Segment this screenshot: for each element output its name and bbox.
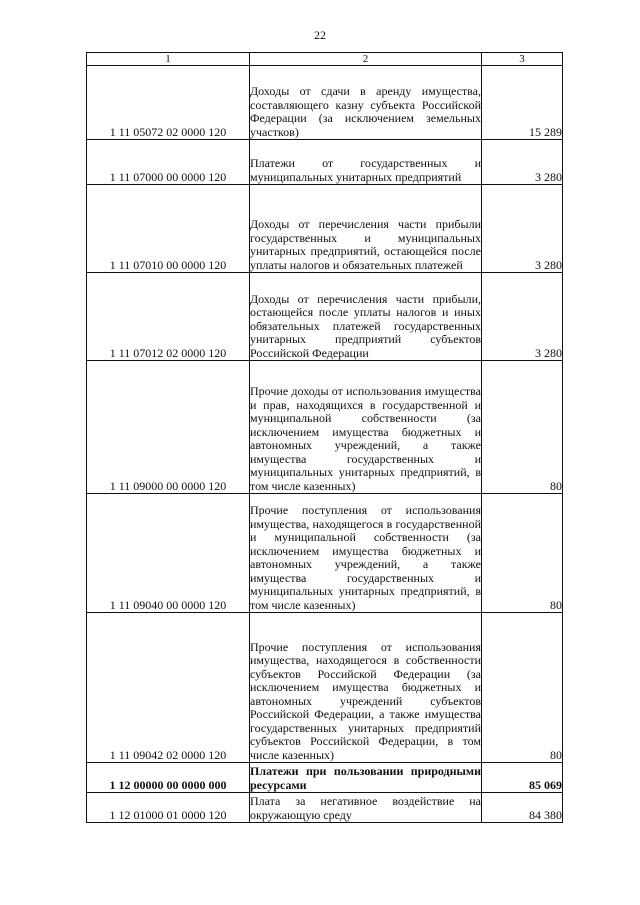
table-row: [87, 361, 563, 494]
revenue-table: [86, 52, 563, 823]
table-row: [87, 613, 563, 763]
amount: 85 069: [482, 763, 563, 793]
budget-code: 1 11 05072 02 0000 120: [87, 66, 250, 140]
revenue-description: Доходы от сдачи в аренду имущества, составляющего казну субъекта Российской Федерации (за исключением земельных участков): [250, 66, 482, 140]
amount: 84 380: [482, 793, 563, 823]
amount: 80: [482, 613, 563, 763]
amount: 80: [482, 361, 563, 494]
column-header-2: 2: [250, 53, 482, 66]
budget-code: 1 12 01000 01 0000 120: [87, 793, 250, 823]
column-header-1: 1: [87, 53, 250, 66]
budget-code: 1 11 07010 00 0000 120: [87, 185, 250, 273]
revenue-description: Доходы от перечисления части прибыли государственных и муниципальных унитарных предприятий, остающейся после уплаты налогов и обязательных платежей: [250, 185, 482, 273]
table-row: [87, 185, 563, 273]
table-row: [87, 763, 563, 793]
revenue-description: Прочие доходы от использования имущества и прав, находящихся в государственной и муниципальной собственности (за исключением имущества бюджетных и автономных учреждений, а также имущества государственных и муниципальных унитарных предприятий, в том числе казенных): [250, 361, 482, 494]
table-row: [87, 140, 563, 185]
revenue-description: Доходы от перечисления части прибыли, остающейся после уплаты налогов и иных обязательных платежей государственных унитарных предприятий субъектов Российской Федерации: [250, 273, 482, 361]
amount: 80: [482, 494, 563, 613]
budget-code: 1 11 07000 00 0000 120: [87, 140, 250, 185]
budget-code: 1 11 09000 00 0000 120: [87, 361, 250, 494]
table-row: [87, 273, 563, 361]
amount: 15 289: [482, 66, 563, 140]
budget-code: 1 12 00000 00 0000 000: [87, 763, 250, 793]
column-header-3: 3: [482, 53, 563, 66]
budget-code: 1 11 09040 00 0000 120: [87, 494, 250, 613]
amount: 3 280: [482, 140, 563, 185]
revenue-description: Платежи при пользовании природными ресурсами: [250, 764, 481, 792]
table-row: [87, 793, 563, 823]
page-number: 22: [314, 28, 326, 42]
revenue-description: Прочие поступления от использования имущества, находящегося в государственной и муниципальной собственности (за исключением имущества бюджетных и автономных учреждений, а также имущества государственных и муниципальных унитарных предприятий, в том числе казенных): [250, 494, 482, 613]
amount: 3 280: [482, 273, 563, 361]
budget-code: 1 11 09042 02 0000 120: [87, 613, 250, 763]
table-row: [87, 494, 563, 613]
header-row: [87, 53, 563, 66]
budget-code: 1 11 07012 02 0000 120: [87, 273, 250, 361]
revenue-description: Прочие поступления от использования имущества, находящегося в собственности субъектов Российской Федерации (за исключением имущества бюджетных и автономных учреждений субъектов Российской Федерации, а также имущества государственных унитарных предприятий субъектов Российской Федерации, в том числе казенных): [250, 613, 482, 763]
revenue-description: Плата за негативное воздействие на окружающую среду: [250, 794, 481, 822]
revenue-description: Платежи от государственных и муниципальных унитарных предприятий: [250, 140, 482, 185]
amount: 3 280: [482, 185, 563, 273]
table-row: [87, 66, 563, 140]
